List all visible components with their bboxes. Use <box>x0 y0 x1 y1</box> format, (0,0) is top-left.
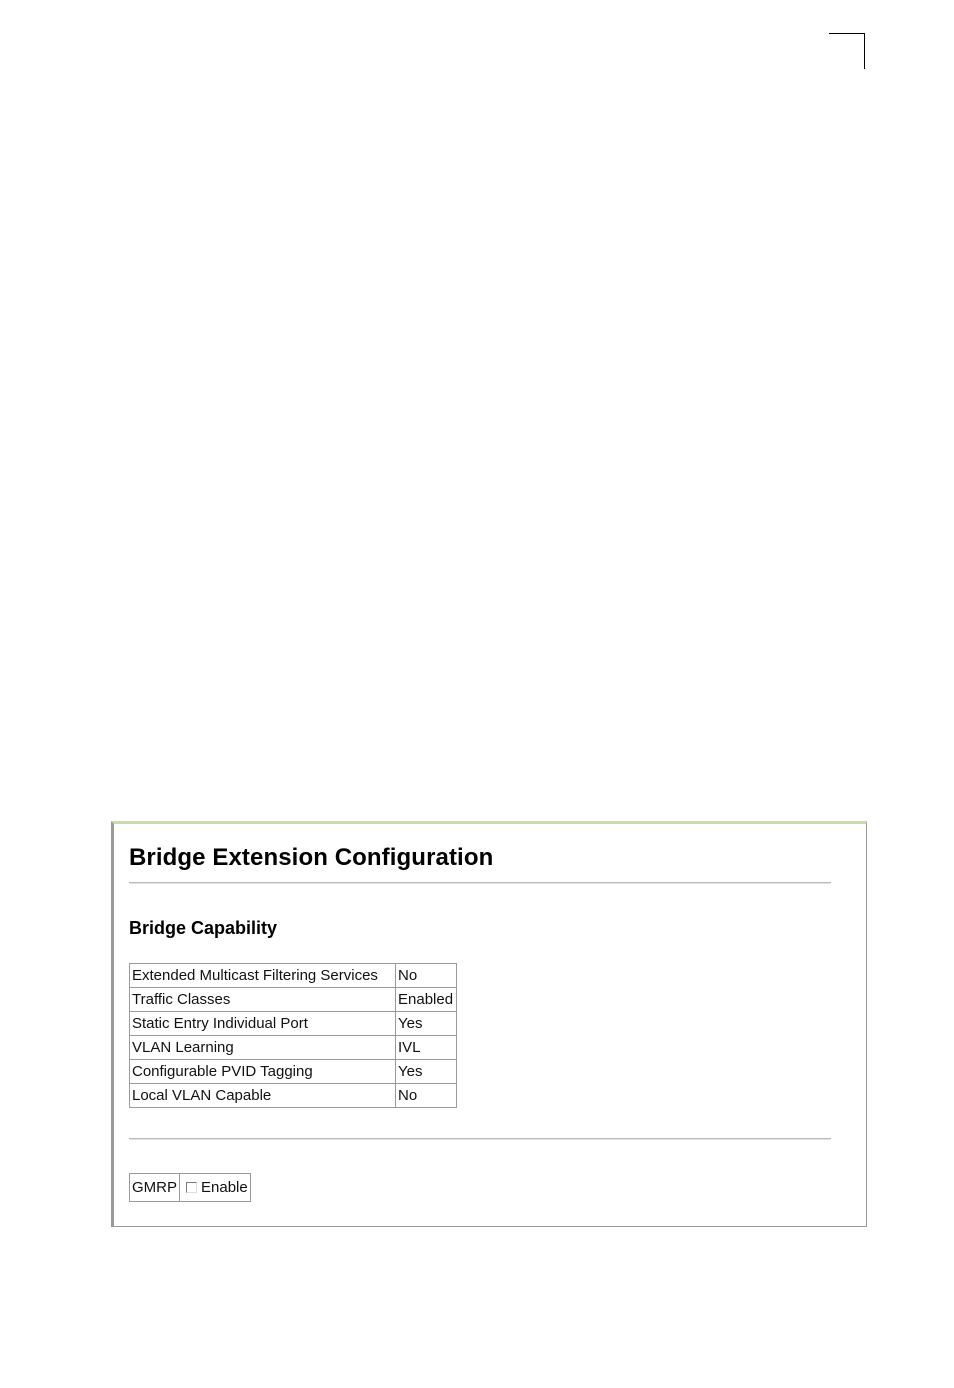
capability-label: Static Entry Individual Port <box>130 1012 396 1036</box>
capability-value: No <box>396 964 457 988</box>
capability-value: Yes <box>396 1012 457 1036</box>
table-row <box>130 964 457 988</box>
capability-value: IVL <box>396 1036 457 1060</box>
capability-label: VLAN Learning <box>130 1036 396 1060</box>
capability-value: Yes <box>396 1060 457 1084</box>
gmrp-enable-label[interactable]: Enable <box>201 1179 248 1196</box>
table-row <box>130 1084 457 1108</box>
table-row <box>130 1036 457 1060</box>
page-title: Bridge Extension Configuration <box>129 844 494 871</box>
capability-label: Traffic Classes <box>130 988 396 1012</box>
section-divider <box>129 1138 831 1140</box>
gmrp-enable-cell <box>180 1174 251 1202</box>
section-title-bridge-capability: Bridge Capability <box>129 918 278 938</box>
table-row <box>130 1174 251 1202</box>
capability-label: Configurable PVID Tagging <box>130 1060 396 1084</box>
page-corner-mark <box>829 33 865 69</box>
gmrp-label: GMRP <box>130 1174 180 1202</box>
title-divider <box>129 882 831 884</box>
bridge-capability-table <box>129 963 457 1108</box>
bridge-extension-panel <box>111 821 867 1227</box>
capability-value: Enabled <box>396 988 457 1012</box>
capability-label: Extended Multicast Filtering Services <box>130 964 396 988</box>
capability-value: No <box>396 1084 457 1108</box>
capability-label: Local VLAN Capable <box>130 1084 396 1108</box>
gmrp-enable-checkbox[interactable] <box>186 1182 197 1193</box>
table-row <box>130 1012 457 1036</box>
table-row <box>130 1060 457 1084</box>
gmrp-table <box>129 1173 251 1202</box>
table-row <box>130 988 457 1012</box>
